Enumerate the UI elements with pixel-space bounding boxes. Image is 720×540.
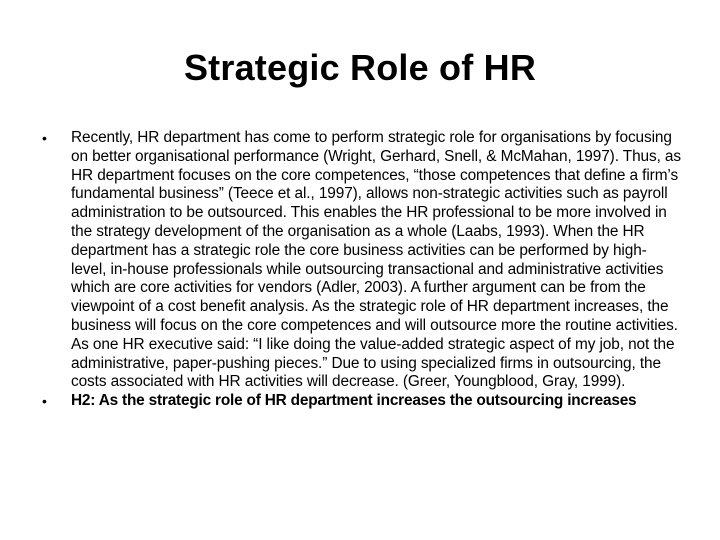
bullet-marker-icon: • [42, 130, 47, 146]
bullet-text-2: H2: As the strategic role of HR department increases the outsourcing increases [71, 392, 637, 410]
slide-title: Strategic Role of HR [183, 47, 537, 88]
bullet-item-2 [42, 392, 682, 411]
bullet-list [42, 129, 682, 411]
bullet-text-1: Recently, HR department has come to perform strategic role for organisations by focusing on better organisational performance (Wright, Gerhard, Snell, & McMahan, 1997). Thus, as HR department focuses on the core competences, “those competences that define a firm’s fundamental business” (Teece et al., 1997), allows non-strategic activities such as payroll administration to be outsourced. This enables the HR professional to be more involved in the strategy development of the organisation as a whole (Laabs, 1993). When the HR department has a strategic role the core business activities can be performed by high-level, in-house professionals while outsourcing transactional and administrative activities which are core activities for vendors (Adler, 2003). A further argument can be from the viewpoint of a cost benefit analysis. As the strategic role of HR department increases, the business will focus on the core competences and will outsource more the routine activities. As one HR executive said: “I like doing the value-added strategic aspect of my job, not the administrative, paper-pushing pieces.” Due to using specialized firms in outsourcing, the costs associated with HR activities will decrease. (Greer, Youngblood, Gray, 1999). [71, 129, 681, 391]
bullet-item-1 [42, 129, 682, 392]
bullet-marker-icon: • [42, 393, 47, 410]
